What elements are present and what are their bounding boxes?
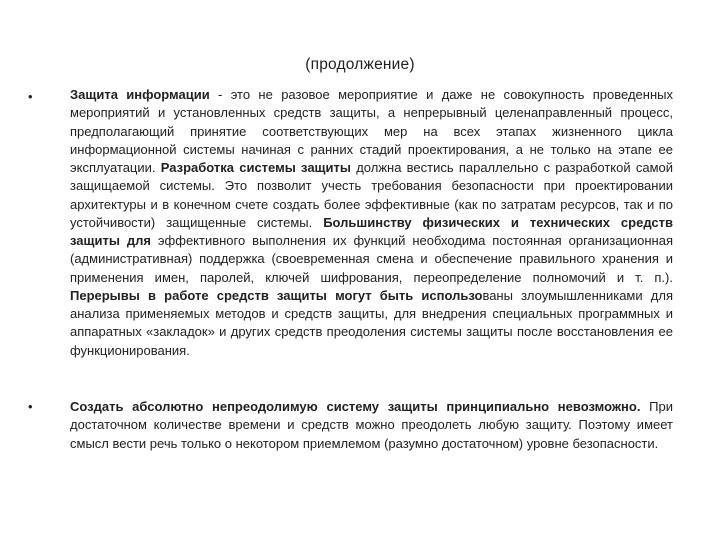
bullet-marker: • <box>28 89 33 104</box>
body-text: - это не разовое мероприятие и даже не совокупность проведенных мероприятий и установленных средств защиты, а непрерывный целенаправленный процесс, предполагающий принятие соответствующих мер на всех этапах жизненного цикла информационной системы начиная с ранних стадий проектирования, а не только на этапе ее эксплуатации. <box>70 87 673 175</box>
bold-text: Перерывы в работе средств защиты могут быть использо <box>70 287 483 303</box>
body-text: должна вестись параллельно с разработкой самой защищаемой системы. Это позволит учесть требования безопасности при проектировании архитектуры и в конечном счете создать более эффективные (как по затратам ресурсов, так и по устойчивости) защищенные системы. <box>70 160 673 230</box>
body-text: При достаточном количестве времени и средств можно преодолеть любую защиту. Поэтому имеет смысл вести речь только о некотором приемлемом (разумно достаточном) уровне безопасности. <box>70 399 674 451</box>
bullet-paragraph-1 <box>70 86 673 360</box>
bold-text: Защита информации <box>70 87 210 102</box>
bold-text: Создать абсолютно непреодолимую систему защиты принципиально невозможно. <box>70 399 641 414</box>
bullet-paragraph-2 <box>70 398 673 453</box>
body-text: ваны злоумышленниками для анализа применяемых методов и средств защиты, для внедрения специальных программных и аппаратных «закладок» и других средств преодоления системы защиты после восстановления ее функционирования. <box>70 287 673 358</box>
slide-title: (продолжение) <box>305 56 415 73</box>
bold-text: Разработка системы защиты <box>160 160 351 175</box>
bold-text: Большинству физических и технических средств защиты для <box>70 214 673 248</box>
bullet-marker: • <box>28 399 33 414</box>
body-text: эффективного выполнения их функций необходима постоянная организационная (административная) поддержка (своевременная смена и обеспечение правильного хранения и применения имен, паролей, ключей шифрования, переопределение полномочий и т. п.). <box>70 233 673 285</box>
